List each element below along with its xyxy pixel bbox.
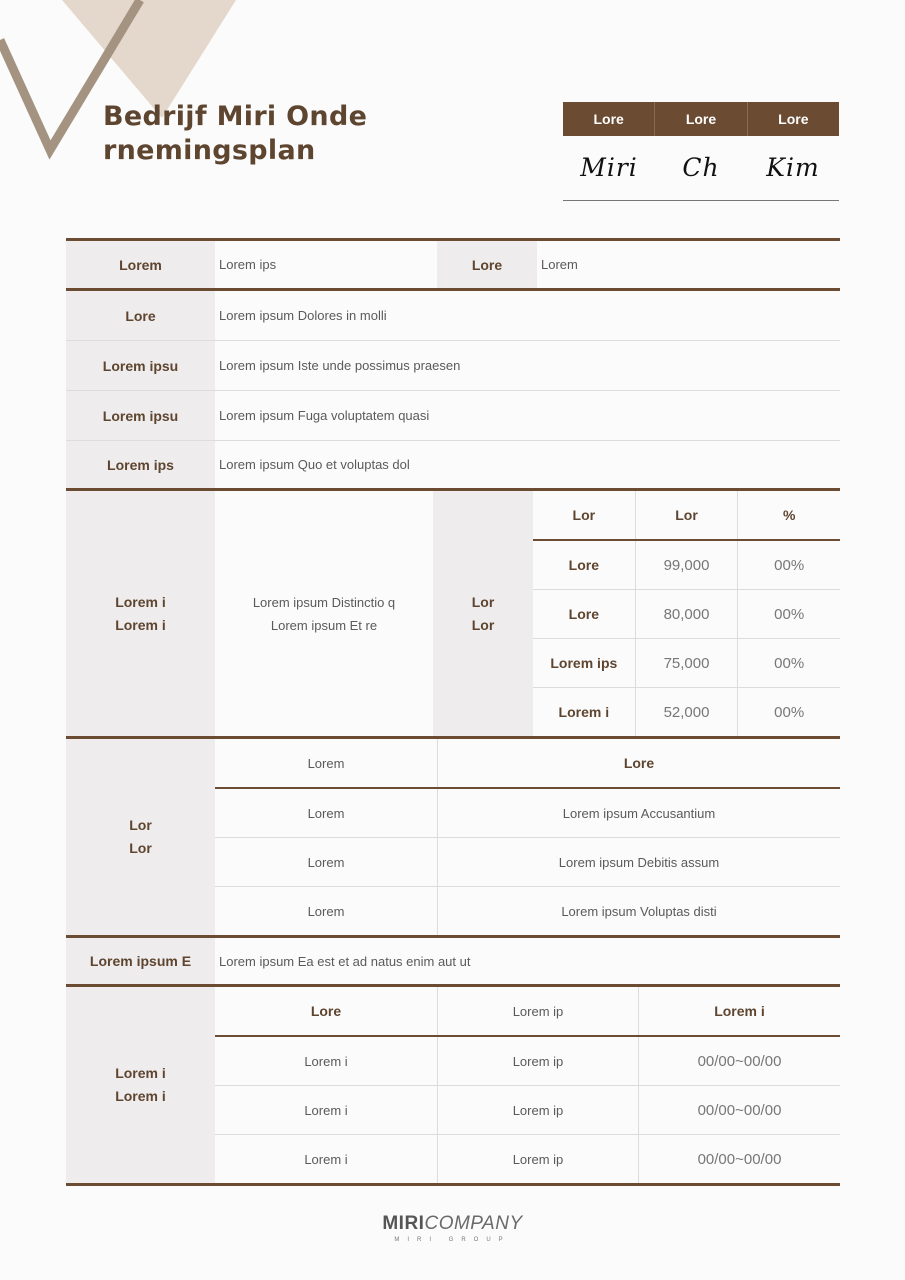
cell: Lorem i <box>215 1037 437 1086</box>
cell: Lorem <box>215 789 437 838</box>
plan-table <box>66 238 840 1186</box>
row-value: Lorem ipsum Quo et voluptas dol <box>219 457 410 472</box>
signature: Ch <box>682 153 720 182</box>
col-header: Lore <box>437 739 840 787</box>
row-value: Lorem ipsum Iste unde possimus praesen <box>219 358 461 373</box>
cell: Lorem ipsum Voluptas disti <box>437 887 840 935</box>
row-value: Lorem ipsum Dolores in molli <box>219 308 387 323</box>
col-header: Lorem i <box>638 987 840 1035</box>
cell: Lorem <box>215 838 437 887</box>
cell: Lorem ipsum Debitis assum <box>437 838 840 887</box>
cell: 00/00~00/00 <box>638 1037 840 1086</box>
cell: 52,000 <box>635 688 738 736</box>
approval-box <box>563 102 839 201</box>
label-line: Lorem i <box>115 1065 166 1081</box>
col-header: Lore <box>310 1003 342 1019</box>
cell: Lore <box>533 541 635 590</box>
team-label <box>66 739 215 935</box>
cell: 00% <box>737 541 840 590</box>
info-row <box>66 441 840 491</box>
approval-header: Lore <box>654 102 746 136</box>
cell: 00% <box>737 688 840 736</box>
label-line: Lor <box>129 840 152 856</box>
desc-line: Lorem ipsum Distinctio q <box>252 594 396 610</box>
approval-header: Lore <box>747 102 839 136</box>
info-row <box>66 341 840 391</box>
cell: Lorem <box>307 903 345 919</box>
row-value: Lorem ipsum Ea est et ad natus enim aut ut <box>219 953 471 969</box>
schedule-header-row <box>215 987 840 1037</box>
col-header: % <box>737 491 840 539</box>
label-line: Lorem i <box>115 616 166 633</box>
schedule-table <box>215 987 840 1183</box>
cell: 00/00~00/00 <box>638 1086 840 1135</box>
company-logo <box>0 1213 905 1235</box>
approval-header: Lore <box>593 111 624 127</box>
page-title: Bedrijf Miri Ondernemingsplan <box>103 101 368 166</box>
row-label: Lorem <box>66 241 215 288</box>
budget-header-row <box>533 491 840 541</box>
footer-logo <box>0 1213 905 1243</box>
team-row <box>215 838 840 887</box>
schedule-label <box>66 987 215 1183</box>
team-row <box>215 887 840 935</box>
cell: 00% <box>737 590 840 639</box>
info-row <box>66 291 840 341</box>
cell: 99,000 <box>635 541 738 590</box>
cell: 00% <box>737 639 840 688</box>
cell: Lorem i <box>215 1086 437 1135</box>
logo-subtitle: MIRI GROUP <box>394 1237 511 1243</box>
budget-section <box>66 491 840 739</box>
col-header: Lorem ip <box>437 987 638 1035</box>
row-label: Lorem ipsu <box>66 391 215 440</box>
row-label: Lorem ipsu <box>66 341 215 390</box>
label-line: Lor <box>471 616 495 633</box>
row-label: Lore <box>66 291 215 340</box>
team-row <box>215 789 840 838</box>
budget-row <box>533 688 840 736</box>
schedule-row <box>215 1135 840 1183</box>
budget-description <box>215 491 433 736</box>
row-label: Lorem ipsum E <box>66 938 215 984</box>
signature: Kim <box>766 153 820 182</box>
desc-line: Lorem ipsum Et re <box>270 617 378 633</box>
cell: Lorem ips <box>533 639 635 688</box>
budget-label <box>66 491 215 736</box>
cell: Lorem ip <box>437 1037 638 1086</box>
schedule-row <box>215 1086 840 1135</box>
row-value: Lorem ipsum Fuga voluptatem quasi <box>219 408 430 423</box>
cell: Lore <box>533 590 635 639</box>
budget-row <box>533 541 840 590</box>
cell: Lorem i <box>304 1151 348 1167</box>
cell: Lorem ip <box>437 1135 638 1183</box>
budget-table <box>533 491 840 736</box>
team-section <box>66 739 840 938</box>
cell: Lorem ip <box>437 1086 638 1135</box>
team-table <box>215 739 840 935</box>
info-row <box>66 238 840 291</box>
cell: 75,000 <box>635 639 738 688</box>
col-header: Lor <box>635 491 738 539</box>
row-label: Lore <box>437 241 537 288</box>
logo-mark: MIRI <box>382 1213 425 1234</box>
col-header: Lorem <box>307 755 345 771</box>
label-line: Lor <box>129 817 152 833</box>
info-row <box>66 391 840 441</box>
cell: 00/00~00/00 <box>638 1135 840 1183</box>
label-line: Lorem i <box>115 593 166 610</box>
logo-text: COMPANY <box>424 1213 523 1234</box>
col-header: Lor <box>572 507 596 523</box>
row-value: Lorem ips <box>219 257 277 272</box>
cell: 80,000 <box>635 590 738 639</box>
cell: Lorem i <box>558 704 610 720</box>
row-label: Lorem ips <box>66 441 215 488</box>
label-line: Lor <box>471 593 495 610</box>
row-value: Lorem <box>541 257 578 272</box>
budget-row <box>533 590 840 639</box>
budget-row <box>533 639 840 688</box>
note-row <box>66 938 840 987</box>
schedule-section <box>66 987 840 1186</box>
cell: Lorem ipsum Accusantium <box>437 789 840 838</box>
label-line: Lorem i <box>115 1088 166 1104</box>
schedule-row <box>215 1037 840 1086</box>
budget-sublabel <box>433 491 533 736</box>
team-header-row <box>215 739 840 789</box>
signature: Miri <box>580 153 638 182</box>
